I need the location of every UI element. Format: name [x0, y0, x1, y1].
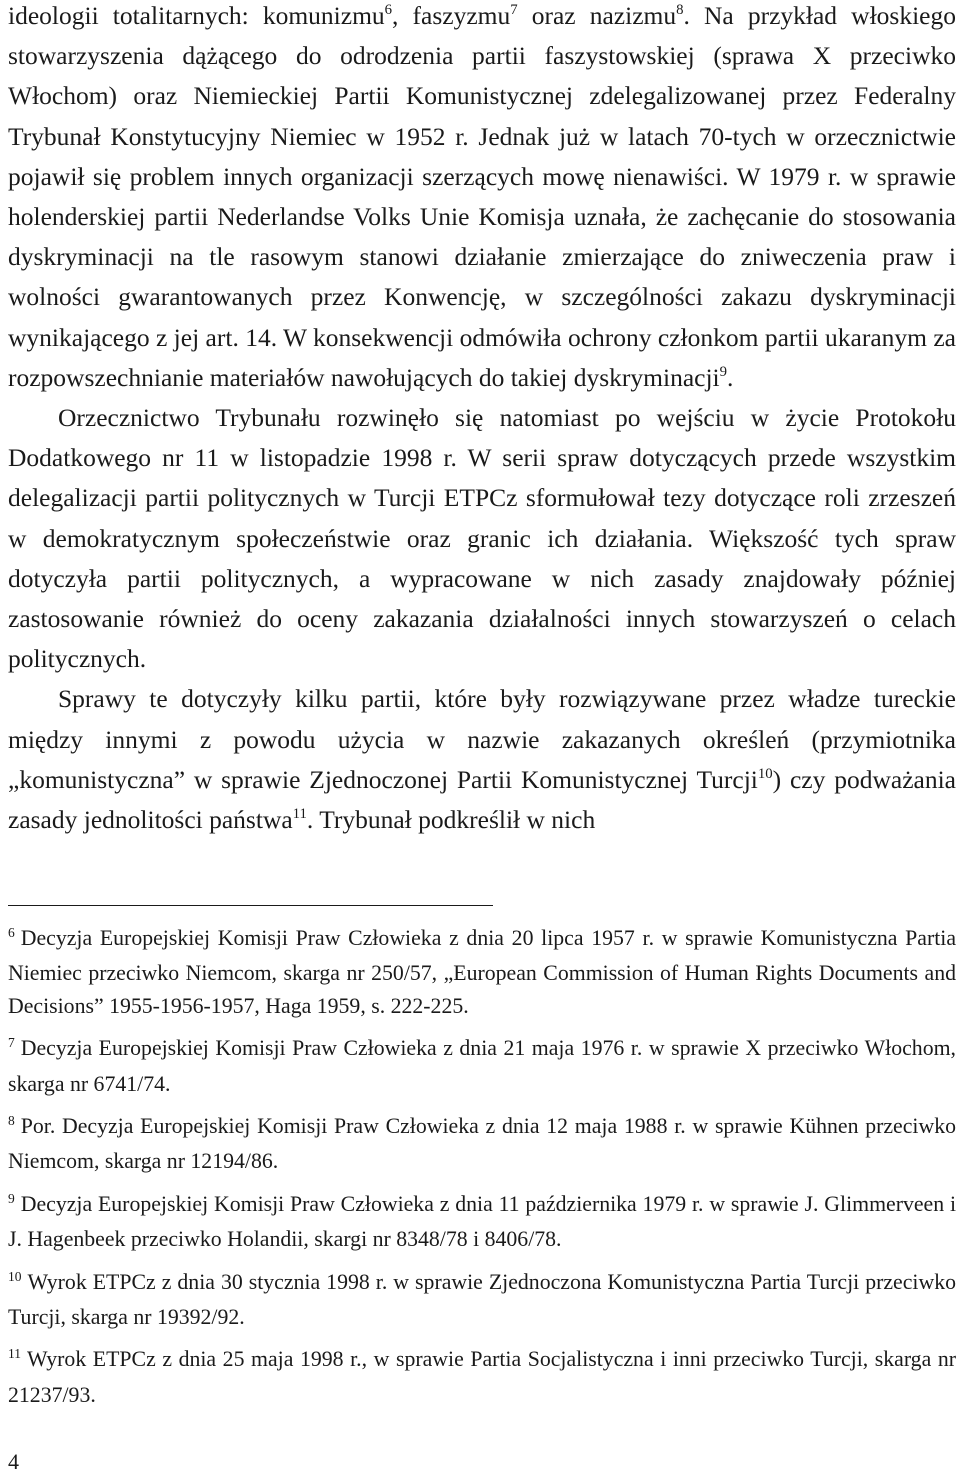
text-segment: Orzecznictwo Trybunału rozwinęło się natomiast po wejściu w życie Protokołu Dodatkowego nr 11 w listopadzie 1998 r. W serii spraw dotyczących przede wszystkim delegalizacji partii politycznych w Turcji ETPCz sformułował tezy dotyczące roli zrzeszeń w demokratycznym społeczeństwie oraz granic ich działania. Większość tych spraw dotyczyła partii politycznych, a wypracowane w nich zasady znajdowały później zastosowanie również do oceny zakazania działalności innych stowarzyszeń o celach politycznych.: [8, 403, 956, 674]
footnote-text: Por. Decyzja Europejskiej Komisji Praw Człowieka z dnia 12 maja 1988 r. w sprawie Kühnen przeciwko Niemcom, skarga nr 12194/86.: [8, 1114, 956, 1174]
footnote-6: [8, 922, 956, 1022]
body-text: [8, 0, 956, 840]
paragraph-1: [8, 0, 956, 398]
footnote-text: Wyrok ETPCz z dnia 30 stycznia 1998 r. w sprawie Zjednoczona Komunistyczna Partia Turcji przeciwko Turcji, skarga nr 19392/92.: [8, 1269, 956, 1330]
footnote-number: 10: [8, 1268, 22, 1284]
paragraph-3: [8, 679, 956, 840]
footnote-7: [8, 1032, 956, 1100]
footnote-number: 6: [8, 924, 15, 940]
footnote-number: 8: [8, 1112, 15, 1128]
footnote-text: Decyzja Europejskiej Komisji Praw Człowieka z dnia 21 maja 1976 r. w sprawie X przeciwko Włochom, skarga nr 6741/74.: [8, 1036, 956, 1096]
text-segment: oraz nazizmu: [517, 1, 677, 30]
footnotes: [8, 922, 956, 1421]
document-page: [8, 0, 956, 840]
footnote-text: Decyzja Europejskiej Komisji Praw Człowieka z dnia 11 października 1979 r. w sprawie J. Glimmerveen i J. Hagenbeek przeciwko Holandii, skargi nr 8348/78 i 8406/78.: [8, 1191, 956, 1252]
footnote-text: Wyrok ETPCz z dnia 25 maja 1998 r., w sprawie Partia Socjalistyczna i inni przeciwko Turcji, skarga nr 21237/93.: [8, 1347, 956, 1407]
footnote-9: [8, 1188, 956, 1256]
text-segment: , faszyzmu: [392, 1, 511, 30]
footnote-number: 11: [8, 1346, 21, 1362]
footnote-ref-10[interactable]: 10: [757, 766, 773, 783]
footnote-ref-8[interactable]: 8: [676, 2, 684, 19]
text-segment: .: [727, 362, 734, 392]
footnote-ref-11[interactable]: 11: [292, 806, 307, 823]
paragraph-2: [8, 398, 956, 679]
text-segment: Sprawy te dotyczyły kilku partii, które były rozwiązywane przez władze tureckie między innymi z powodu użycia w nazwie zakazanych określeń (przymiotnika „komunistyczna” w sprawie Zjednoczonej Partii Komunistycznej Turcji: [8, 684, 956, 794]
footnote-10: [8, 1266, 956, 1334]
footnote-ref-9[interactable]: 9: [719, 364, 728, 381]
footnote-number: 9: [8, 1190, 15, 1206]
footnote-8: [8, 1110, 956, 1178]
text-segment: . Trybunał podkreślił w nich: [306, 805, 596, 835]
text-segment: ) czy podważania zasady jednolitości państwa: [8, 764, 956, 835]
footnote-number: 7: [8, 1035, 15, 1051]
text-segment: ideologii totalitarnych: komunizmu: [8, 1, 385, 30]
footnote-text: Decyzja Europejskiej Komisji Praw Człowieka z dnia 20 lipca 1957 r. w sprawie Komunistyczna Partia Niemiec przeciwko Niemcom, skarga nr 250/57, „European Commission of Human Rights Documents and Decisions” 1955-1956-1957, Haga 1959, s. 222-225.: [8, 926, 956, 1018]
text-segment: . Na przykład włoskiego stowarzyszenia dążącego do odrodzenia partii faszystowskiej (sprawa X przeciwko Włochom) oraz Niemieckiej Partii Komunistycznej zdelegalizowanej przez Federalny Trybunał Konstytucyjny Niemiec w 1952 r. Jednak już w latach 70-tych w orzecznictwie pojawił się problem innych organizacji szerzących mowę nienawiści. W 1979 r. w sprawie holenderskiej partii Nederlandse Volks Unie Komisja uznała, że zachęcanie do stosowania dyskryminacji na tle rasowym stanowi działanie zmierzające do zniweczenia praw i wolności gwarantowanych przez Konwencję, w szczególności zakazu dyskryminacji wynikającego z jej art. 14. W konsekwencji odmówiła ochrony członkom partii ukaranym za rozpowszechnianie materiałów nawołujących do takiej dyskryminacji: [8, 1, 956, 392]
footnote-separator: [8, 905, 493, 906]
page-number: 4: [8, 1449, 19, 1474]
footnote-ref-6[interactable]: 6: [384, 2, 393, 19]
footnote-ref-7[interactable]: 7: [510, 2, 518, 19]
footnote-11: [8, 1343, 956, 1411]
